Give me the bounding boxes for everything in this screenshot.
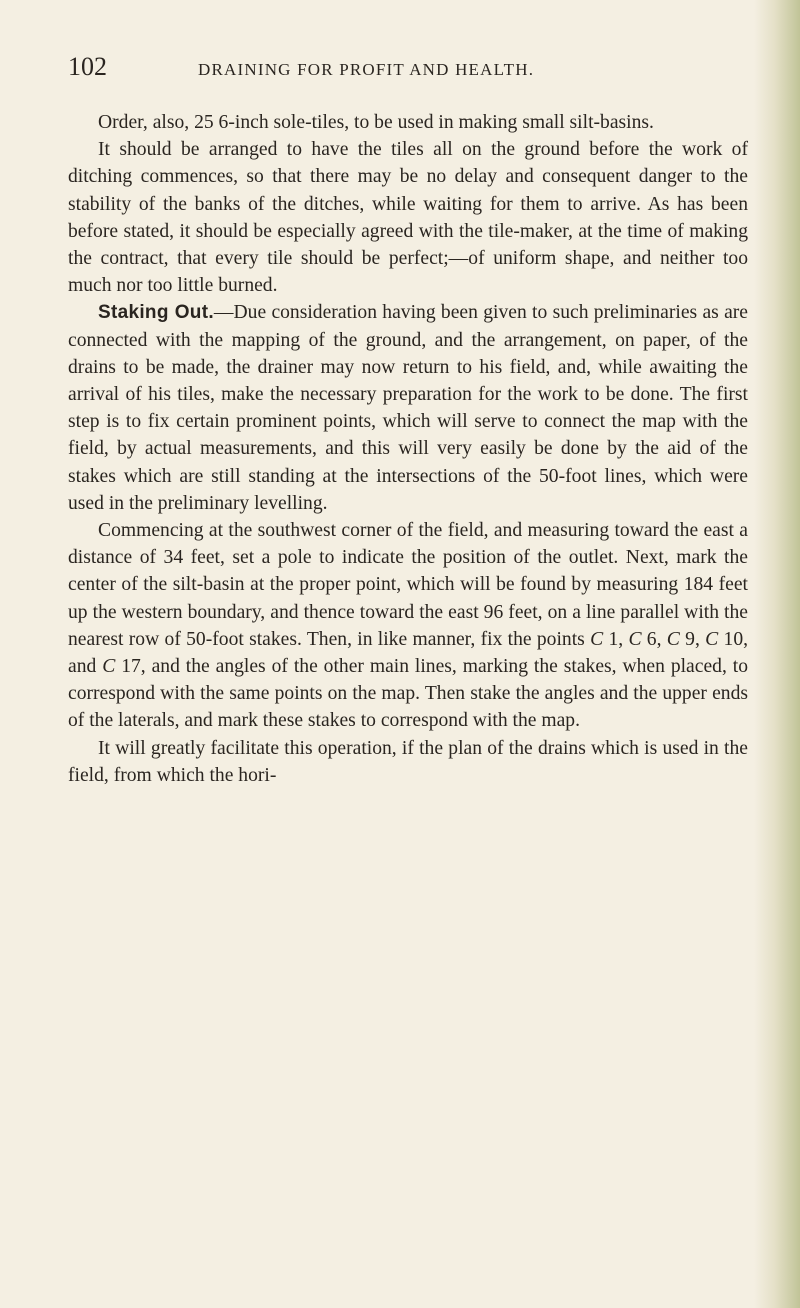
page-edge-discoloration [754,0,800,1308]
point-number: 1, [603,628,629,650]
point-letter: C [666,628,680,650]
point-number: 9, [679,628,706,650]
paragraph-staking-out [68,299,748,517]
page-number: 102 [68,52,107,81]
point-letter: C [590,628,604,650]
point-letter: C [628,628,642,650]
running-title: DRAINING FOR PROFIT AND HEALTH. [198,60,535,79]
commencing-text-b: 17, and the angles of the other main lines, marking the stakes, when placed, to correspond with the same points on the map. Then stake the angles and the upper ends of the laterals, and mark these stakes to correspond with the map. [68,656,748,732]
point-number: 6, [641,628,667,650]
point-number: 10, and [68,628,749,678]
paragraph-facilitate: It will greatly facilitate this operation, if the plan of the drains which is used in the field, from which the hori- [68,737,748,786]
point-letter: C [705,628,719,650]
paragraph-tile-arrangement: It should be arranged to have the tiles all on the ground before the work of ditching commences, so that there may be no delay and consequent danger to the stability of the banks of the ditches, while waiting for them to arrive. As has been before stated, it should be especially agreed with the tile-maker, at the time of making the contract, that every tile should be perfect;—of uniform shape, and neither too much nor too little burned. [68,139,748,297]
commencing-text-a: Commencing at the southwest corner of the field, and measuring toward the east a distance of 34 feet, set a pole to indicate the position of the outlet. Next, mark the center of the silt-basin at the proper point, which will be found by measuring 184 feet up the western boundary, and thence toward the east 96 feet, on a line parallel with the nearest row of 50-foot stakes. Then, in like manner, fix the points [68,520,748,650]
body-text [68,109,748,789]
point-letter: C [102,656,116,678]
page-header [68,52,748,86]
paragraph-order-tiles: Order, also, 25 6-inch sole-tiles, to be used in making small silt-basins. [98,112,654,133]
staking-out-text: —Due consideration having been given to such preliminaries as are connected with the mapping of the ground, and the arrangement, on paper, of the drains to be made, the drainer may now return to his field, and, while awaiting the arrival of his tiles, make the necessary preparation for the work to be done. The first step is to fix certain prominent points, which will serve to connect the map with the field, by actual measurements, and this will very easily be done by the aid of the stakes which are still standing at the intersections of the 50-foot lines, which were used in the preliminary levelling. [68,302,749,514]
section-heading-staking-out: Staking Out. [98,302,214,324]
paragraph-commencing [68,517,748,735]
